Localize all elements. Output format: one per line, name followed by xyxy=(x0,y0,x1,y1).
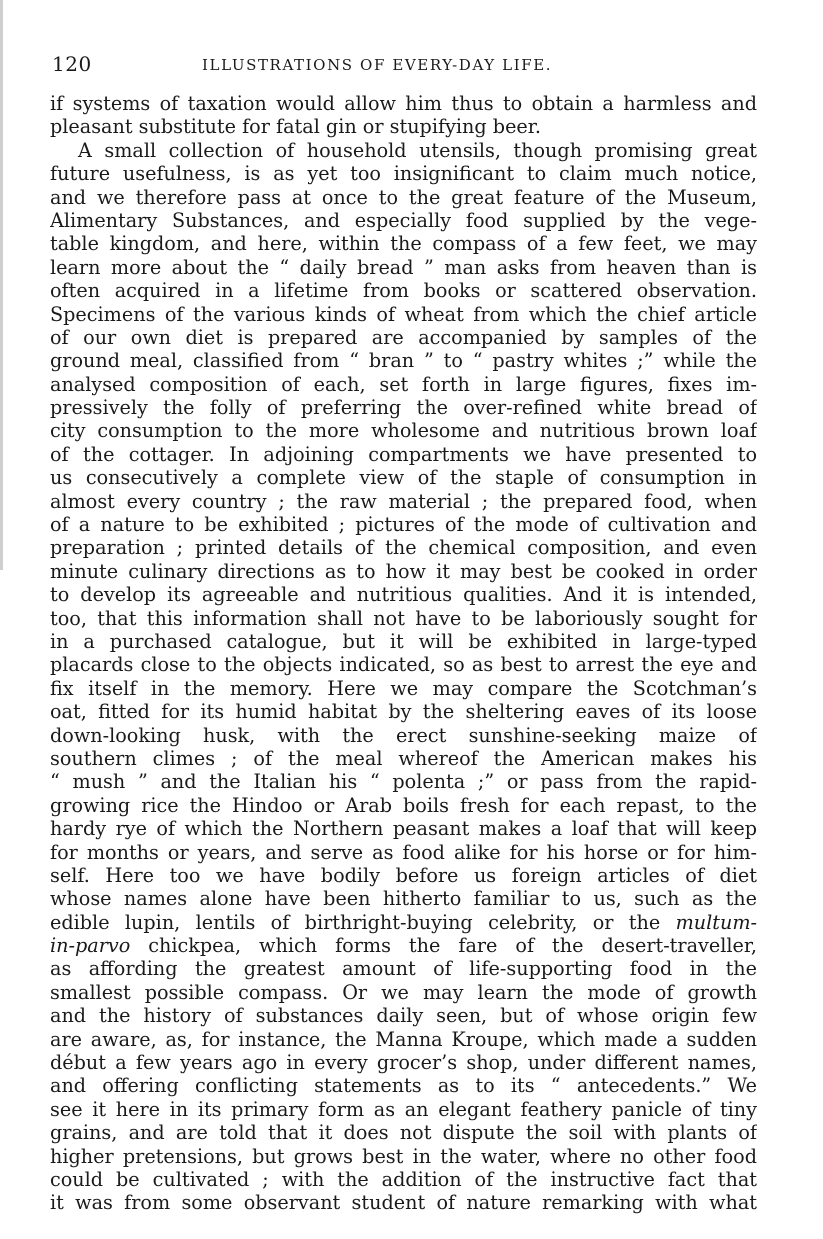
text-line: début a few years ago in every grocer’s shop, under different names, xyxy=(50,1051,757,1075)
text-line: learn more about the “ daily bread ” man asks from heaven than is xyxy=(50,255,757,279)
text-line: smallest possible compass. Or we may learn the mode of growth xyxy=(50,980,757,1004)
text-line: in-parvo chickpea, which forms the fare of the desert-traveller, xyxy=(50,934,757,958)
text-line: if systems of taxation would allow him thus to obtain a harmless and xyxy=(50,92,757,115)
text-line: Specimens of the various kinds of wheat from which the chief article xyxy=(50,302,757,326)
text-line: could be cultivated ; with the addition of the instructive fact that xyxy=(50,1167,757,1191)
text-line: oat, fitted for its humid habitat by the sheltering eaves of its loose xyxy=(50,700,757,724)
text-line: ground meal, classified from “ bran ” to “ pastry whites ;” while the xyxy=(50,349,757,373)
running-head: ILLUSTRATIONS OF EVERY-DAY LIFE. xyxy=(202,56,553,74)
text-line: as affording the greatest amount of life-supporting food in the xyxy=(50,957,757,981)
text-line: southern climes ; of the meal whereof the American makes his xyxy=(50,746,757,770)
text-line: self. Here too we have bodily before us foreign articles of diet xyxy=(50,863,757,887)
page-number: 120 xyxy=(52,52,92,76)
text-line: in a purchased catalogue, but it will be exhibited in large-typed xyxy=(50,629,757,653)
text-line: preparation ; printed details of the chemical composition, and even xyxy=(50,536,757,560)
text-line: are aware, as, for instance, the Manna Kroupe, which made a sudden xyxy=(50,1027,757,1051)
text-line: us consecutively a complete view of the staple of consumption in xyxy=(50,466,757,490)
text-line: often acquired in a lifetime from books or scattered observation. xyxy=(50,279,757,303)
text-line: Alimentary Substances, and especially food supplied by the vege- xyxy=(50,208,757,232)
text-line: of the cottager. In adjoining compartments we have presented to xyxy=(50,442,757,466)
text-line: growing rice the Hindoo or Arab boils fresh for each repast, to the xyxy=(50,793,757,817)
text-line: placards close to the objects indicated, so as best to arrest the eye and xyxy=(50,653,757,677)
text-line: fix itself in the memory. Here we may compare the Scotchman’s xyxy=(50,676,757,700)
text-line: hardy rye of which the Northern peasant makes a loaf that will keep xyxy=(50,817,757,841)
text-line: city consumption to the more wholesome and nutritious brown loaf xyxy=(50,419,757,443)
text-line: of our own diet is prepared are accompanied by samples of the xyxy=(50,325,757,349)
text-line: future usefulness, is as yet too insignificant to claim much notice, xyxy=(50,162,757,186)
text-line: table kingdom, and here, within the compass of a few feet, we may xyxy=(50,232,757,256)
text-line: it was from some observant student of nature remarking with what xyxy=(50,1191,757,1215)
text-line: grains, and are told that it does not dispute the soil with plants of xyxy=(50,1121,757,1145)
text-line: see it here in its primary form as an elegant feathery panicle of tiny xyxy=(50,1097,757,1121)
text-line: whose names alone have been hitherto familiar to us, such as the xyxy=(50,887,757,911)
text-line: pleasant substitute for fatal gin or stupifying beer. xyxy=(50,115,541,139)
text-line: analysed composition of each, set forth in large figures, fixes im- xyxy=(50,372,757,396)
text-line: and we therefore pass at once to the great feature of the Museum, xyxy=(50,185,757,209)
text-line: too, that this information shall not have to be laboriously sought for xyxy=(50,606,757,630)
text-line: A small collection of household utensils, though promising great xyxy=(78,138,757,162)
page-header xyxy=(52,52,757,76)
text-line: higher pretensions, but grows best in the water, where no other food xyxy=(50,1144,757,1168)
text-line: “ mush ” and the Italian his “ polenta ;” or pass from the rapid- xyxy=(50,770,757,794)
text-line: pressively the folly of preferring the over-refined white bread of xyxy=(50,396,757,420)
text-line: edible lupin, lentils of birthright-buying celebrity, or the multum- xyxy=(50,910,757,934)
page-spine-edge xyxy=(0,0,3,570)
text-line: to develop its agreeable and nutritious qualities. And it is intended, xyxy=(50,583,757,607)
text-line: down-looking husk, with the erect sunshine-seeking maize of xyxy=(50,723,757,747)
text-line: minute culinary directions as to how it may best be cooked in order xyxy=(50,559,757,583)
text-line: and the history of substances daily seen, but of whose origin few xyxy=(50,1004,757,1028)
body-text xyxy=(50,92,757,1215)
text-line: and offering conflicting statements as to its “ antecedents.” We xyxy=(50,1074,757,1098)
text-line: almost every country ; the raw material ; the prepared food, when xyxy=(50,489,757,513)
text-line: of a nature to be exhibited ; pictures of the mode of cultivation and xyxy=(50,513,757,537)
text-line: for months or years, and serve as food alike for his horse or for him- xyxy=(50,840,757,864)
